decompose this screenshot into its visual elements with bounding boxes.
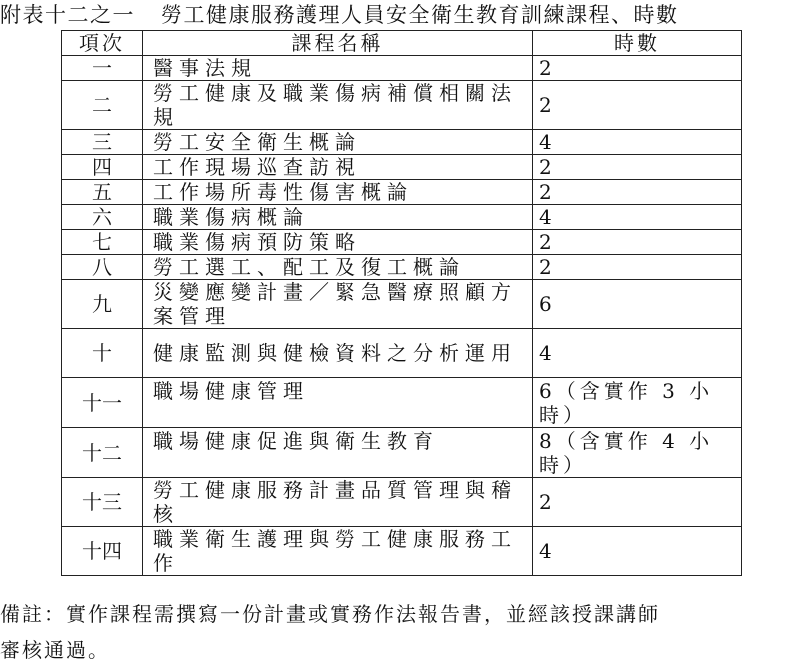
row-index: 十三 [62,478,143,527]
row-hours: 6 [533,280,742,329]
table-row [62,255,742,280]
row-index: 十二 [62,428,143,478]
row-course: 勞工健康及職業傷病補償相關法規 [143,81,533,130]
row-hours: 2 [533,180,742,205]
row-index: 二 [62,81,143,130]
row-hours: 4 [533,527,742,576]
table-row [62,527,742,576]
course-table [61,30,742,576]
table-row [62,81,742,130]
title-prefix: 附表十二之一 [0,3,135,27]
note-line-2: 審核通過。 [0,638,110,662]
row-course: 職業衛生護理與勞工健康服務工作 [143,527,533,576]
row-course: 工作現場巡查訪視 [143,155,533,180]
table-row [62,428,742,478]
row-index: 三 [62,130,143,155]
row-hours: 4 [533,329,742,378]
row-index: 一 [62,56,143,81]
table-row [62,56,742,81]
header-index: 項次 [62,31,143,56]
note-line-1: 備註：實作課程需撰寫一份計畫或實務作法報告書，並經該授課講師 [0,602,660,626]
row-index: 六 [62,205,143,230]
header-row [62,31,742,56]
row-course: 醫事法規 [143,56,533,81]
table-row [62,155,742,180]
row-course: 工作場所毒性傷害概論 [143,180,533,205]
row-hours: 8（含實作 4 小時） [533,428,742,478]
row-hours: 2 [533,56,742,81]
row-course: 職業傷病預防策略 [143,230,533,255]
row-course: 職場健康管理 [143,378,533,428]
row-hours: 6（含實作 3 小時） [533,378,742,428]
table-row [62,230,742,255]
row-index: 四 [62,155,143,180]
row-course: 職場健康促進與衛生教育 [143,428,533,478]
row-index: 十 [62,329,143,378]
table-row [62,205,742,230]
table-row [62,180,742,205]
row-hours: 2 [533,81,742,130]
table-row [62,280,742,329]
row-hours: 2 [533,255,742,280]
row-course: 勞工健康服務計畫品質管理與稽核 [143,478,533,527]
table-row [62,329,742,378]
table-row [62,378,742,428]
row-course: 災變應變計畫／緊急醫療照顧方案管理 [143,280,533,329]
table-row [62,478,742,527]
row-hours: 2 [533,155,742,180]
header-course: 課程名稱 [143,31,533,56]
table-row [62,130,742,155]
row-hours: 4 [533,205,742,230]
row-course: 勞工選工、配工及復工概論 [143,255,533,280]
title-text: 勞工健康服務護理人員安全衛生教育訓練課程、時數 [161,3,679,27]
row-index: 十四 [62,527,143,576]
row-index: 十一 [62,378,143,428]
row-index: 八 [62,255,143,280]
row-course: 健康監測與健檢資料之分析運用 [143,329,533,378]
row-index: 九 [62,280,143,329]
row-hours: 2 [533,478,742,527]
row-course: 勞工安全衛生概論 [143,130,533,155]
header-hours: 時數 [533,31,742,56]
row-hours: 2 [533,230,742,255]
table-title [0,2,679,28]
row-index: 七 [62,230,143,255]
row-hours: 4 [533,130,742,155]
row-course: 職業傷病概論 [143,205,533,230]
row-index: 五 [62,180,143,205]
